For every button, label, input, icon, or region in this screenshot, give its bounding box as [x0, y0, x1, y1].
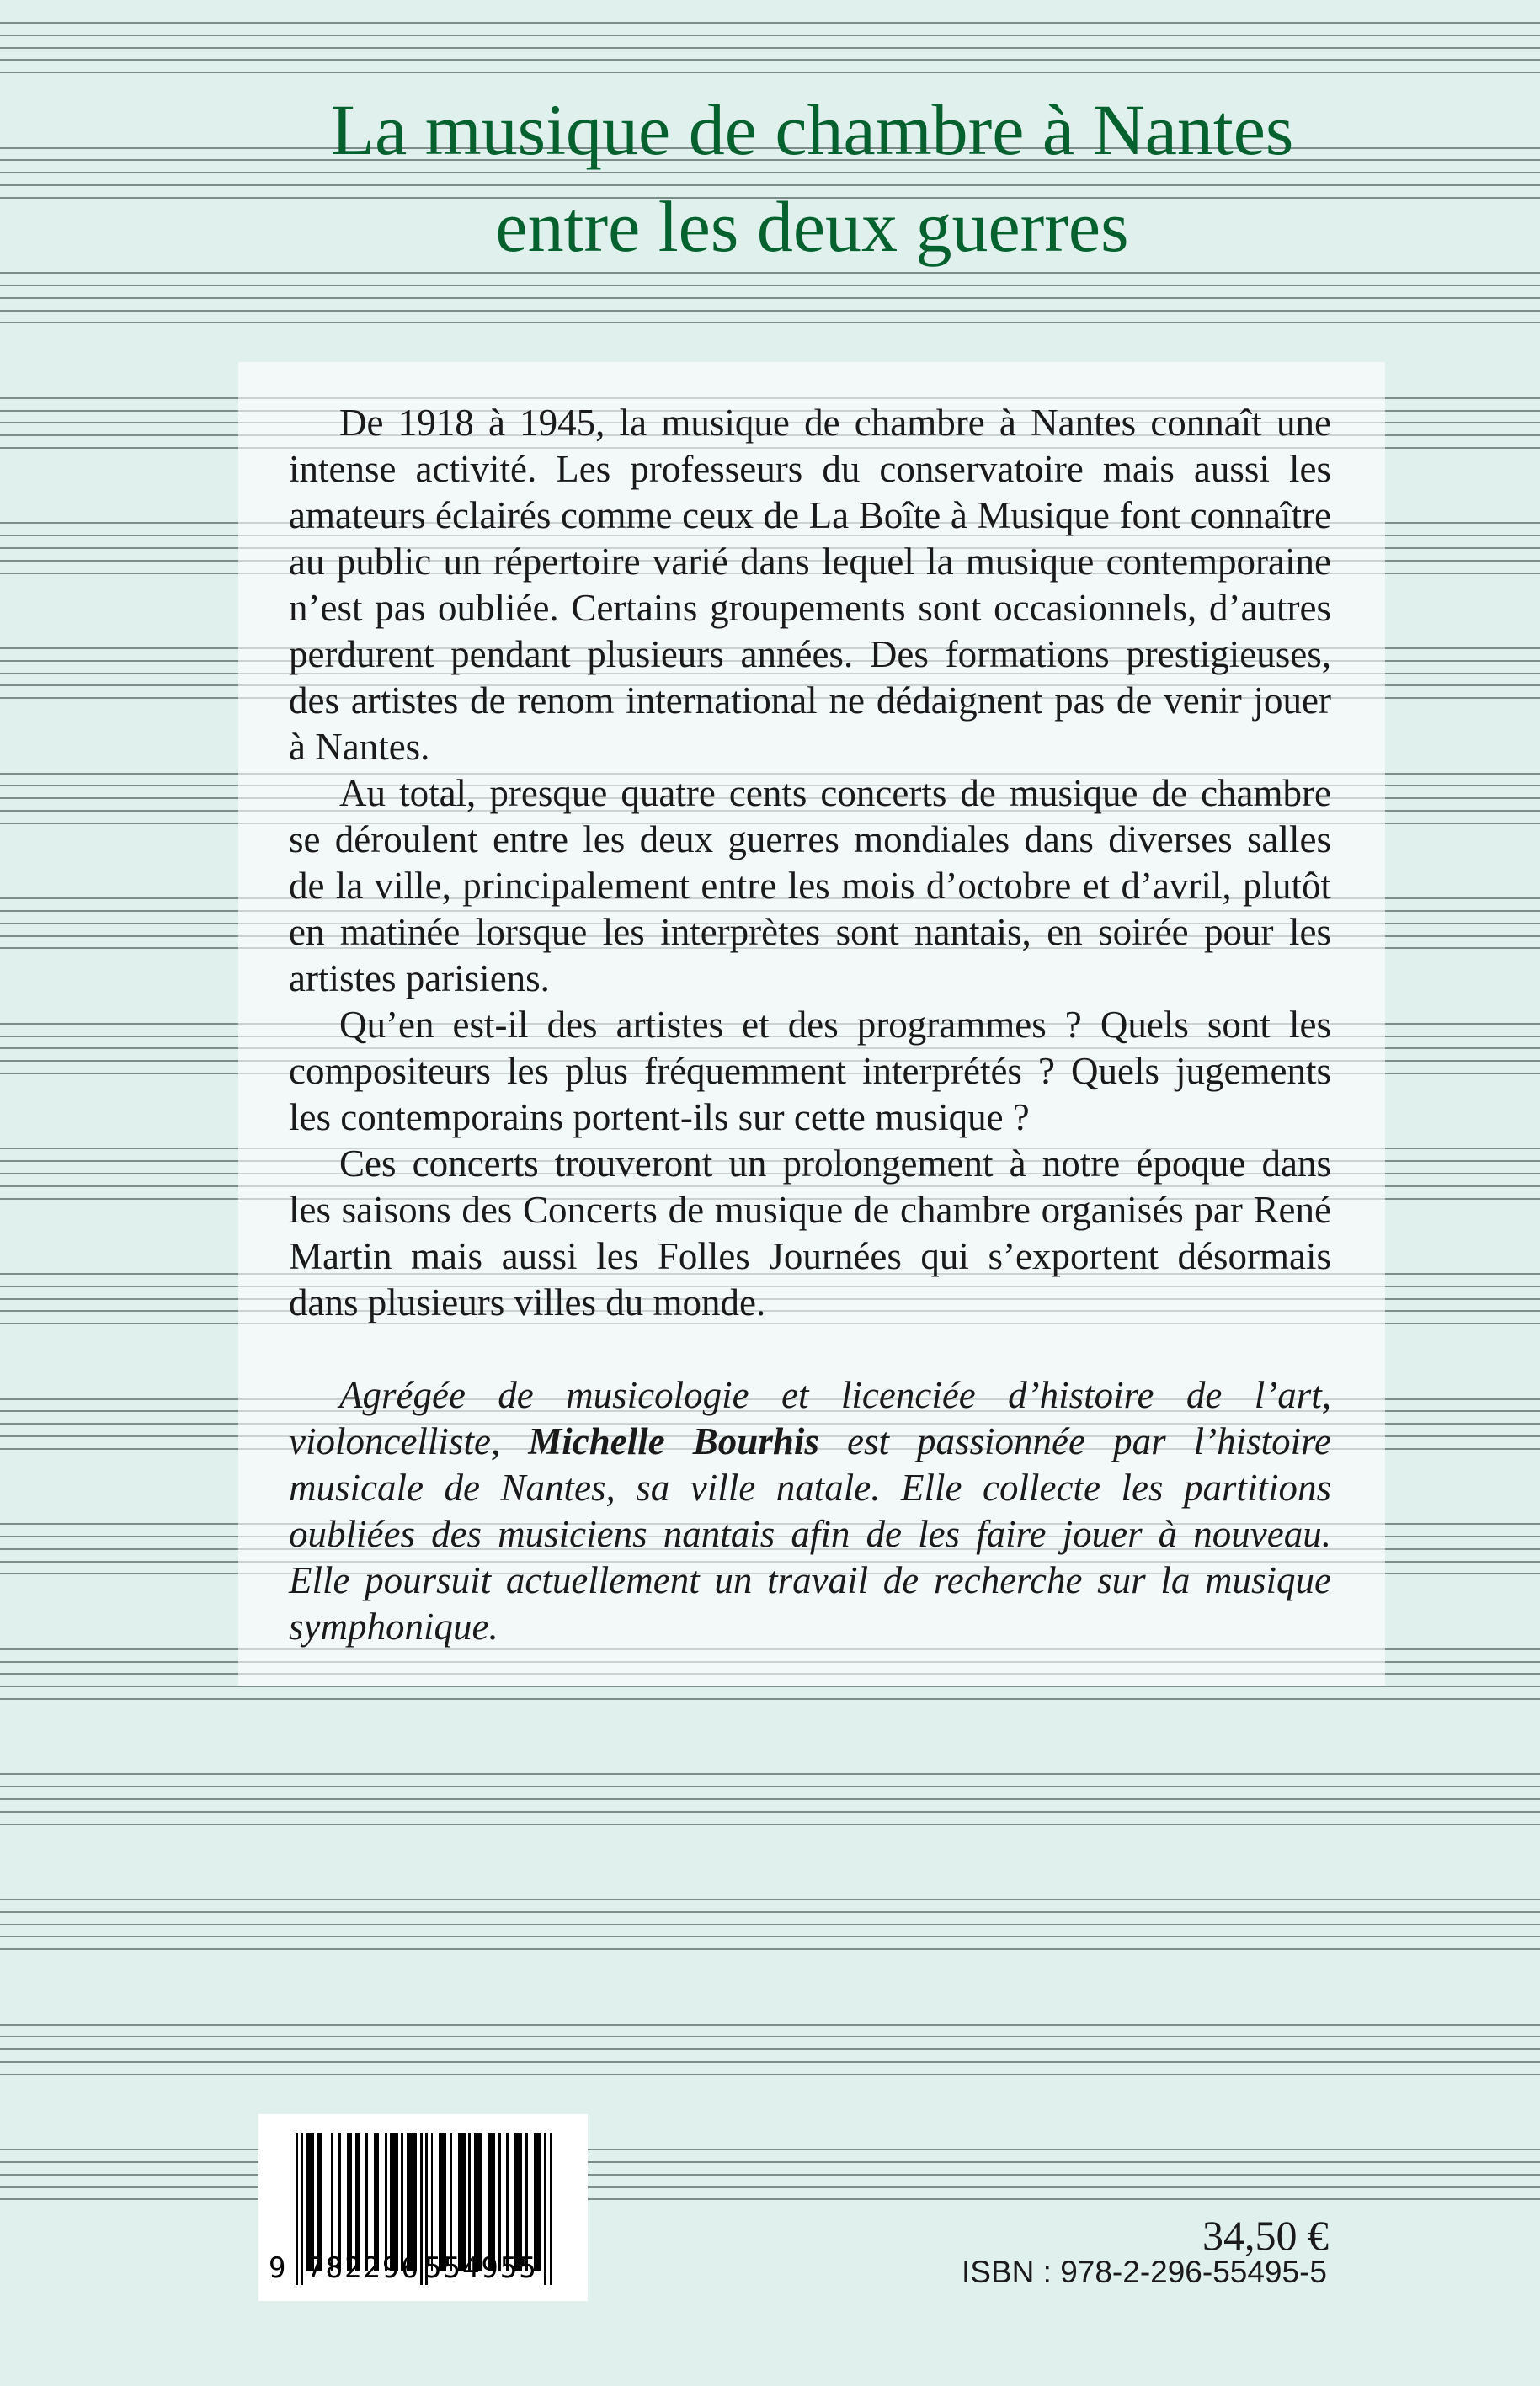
- barcode-lead-digit: 9: [269, 2251, 288, 2285]
- paragraph-line: artistes parisiens.: [289, 957, 550, 999]
- bio-line: [289, 1419, 1331, 1465]
- staff-line: [0, 1911, 1540, 1913]
- bio-line: Agrégée de musicologie et licenciée d’histoire de l’art,: [339, 1374, 1331, 1416]
- staff-line: [0, 2198, 1540, 2200]
- title-line-1: La musique de chambre à Nantes: [330, 89, 1294, 170]
- barcode-right-digits: 554955: [424, 2251, 538, 2285]
- paragraph-line: n’est pas oubliée. Certains groupements sont occasionnels, d’autres: [289, 587, 1331, 629]
- paragraph-line: les contemporains portent-ils sur cette musique ?: [289, 1096, 1030, 1138]
- staff-line: [0, 1924, 1540, 1925]
- bio-line: symphonique.: [289, 1606, 498, 1648]
- staff-line: [0, 2161, 1540, 2163]
- staff-line: [0, 310, 1540, 312]
- staff-line: [0, 2174, 1540, 2176]
- staff-line: [0, 2149, 1540, 2150]
- staff-line: [0, 2186, 1540, 2188]
- author-name: Michelle Bourhis: [528, 1420, 819, 1462]
- staff-line: [0, 22, 1540, 24]
- summary-text: [289, 400, 1331, 1650]
- paragraph-line: à Nantes.: [289, 726, 430, 768]
- summary-paragraphs: [289, 400, 1331, 1326]
- staff-line: [0, 1773, 1540, 1775]
- paragraph-line: Martin mais aussi les Folles Journées qui s’exportent désormais: [289, 1235, 1331, 1277]
- paragraph-line: au public un répertoire varié dans lequel la musique contemporaine: [289, 541, 1331, 583]
- paragraph-line: se déroulent entre les deux guerres mondiales dans diverses salles: [289, 818, 1331, 860]
- staff-line: [0, 1798, 1540, 1800]
- staff-line: [0, 2024, 1540, 2026]
- staff-line: [0, 1899, 1540, 1900]
- staff-line: [0, 1936, 1540, 1937]
- staff-line: [0, 1686, 1540, 1687]
- title-line-2: entre les deux guerres: [495, 186, 1129, 267]
- paragraph-line: les saisons des Concerts de musique de chambre organisés par René: [289, 1189, 1331, 1231]
- paragraph-line: de la ville, principalement entre les mois d’octobre et d’avril, plutôt: [289, 865, 1331, 907]
- bio-line: oubliées des musiciens nantais afin de les faire jouer à nouveau.: [289, 1513, 1331, 1555]
- paragraph-line: compositeurs les plus fréquemment interprétés ? Quels jugements: [289, 1050, 1331, 1092]
- barcode-bar: [544, 2133, 546, 2285]
- bio-text: est passionnée par l’histoire: [846, 1420, 1331, 1462]
- summary-paragraph: [289, 770, 1331, 1002]
- barcode-bar: [301, 2133, 303, 2285]
- barcode-bar: [550, 2133, 552, 2285]
- paragraph-line: en matinée lorsque les interprètes sont nantais, en soirée pour les: [289, 911, 1331, 953]
- isbn: ISBN : 978-2-296-55495-5: [962, 2255, 1327, 2289]
- staff-line: [0, 72, 1540, 73]
- paragraph-line: amateurs éclairés comme ceux de La Boîte à Musique font connaître: [289, 494, 1331, 536]
- paragraph-line: perdurent pendant plusieurs années. Des formations prestigieuses,: [289, 633, 1331, 675]
- summary-paragraph: [289, 1002, 1331, 1141]
- bio-text: violoncelliste,: [289, 1420, 501, 1462]
- staff-line: [0, 1811, 1540, 1813]
- barcode-left-digits: 782296: [306, 2251, 420, 2285]
- staff-line: [0, 35, 1540, 36]
- paragraph-line: Qu’en est-il des artistes et des programmes ? Quels sont les: [339, 1004, 1331, 1046]
- staff-line: [0, 285, 1540, 286]
- summary-paragraph: [289, 400, 1331, 770]
- staff-line: [0, 2061, 1540, 2063]
- paragraph-line: De 1918 à 1945, la musique de chambre à Nantes connaît une: [339, 402, 1331, 444]
- bio-line: musicale de Nantes, sa ville natale. Elle collecte les partitions: [289, 1467, 1331, 1509]
- staff-line: [0, 1948, 1540, 1950]
- isbn-barcode: [258, 2114, 588, 2301]
- staff-line: [0, 2074, 1540, 2075]
- summary-paragraph: [289, 1141, 1331, 1326]
- staff-line: [0, 2036, 1540, 2037]
- back-cover-text-panel: [238, 362, 1385, 1686]
- staff-line: [0, 47, 1540, 49]
- paragraph-line: dans plusieurs villes du monde.: [289, 1281, 766, 1323]
- staff-line: [0, 1698, 1540, 1700]
- paragraph-line: Ces concerts trouveront un prolongement à notre époque dans: [339, 1142, 1331, 1185]
- paragraph-line: Au total, presque quatre cents concerts de musique de chambre: [339, 772, 1331, 814]
- paragraph-line: des artistes de renom international ne dédaignent pas de venir jouer: [289, 679, 1331, 722]
- price: 34,50 €: [1202, 2212, 1329, 2259]
- barcode-bar: [420, 2133, 423, 2285]
- paragraph-line: intense activité. Les professeurs du conservatoire mais aussi les: [289, 448, 1331, 490]
- bio-line: Elle poursuit actuellement un travail de recherche sur la musique: [289, 1559, 1331, 1601]
- staff-line: [0, 1824, 1540, 1825]
- staff-line: [0, 2048, 1540, 2050]
- staff-line: [0, 59, 1540, 61]
- barcode-bar: [296, 2133, 298, 2285]
- author-bio: [289, 1372, 1331, 1650]
- staff-line: [0, 322, 1540, 323]
- staff-line: [0, 297, 1540, 299]
- staff-line: [0, 1786, 1540, 1787]
- book-title: [0, 82, 1540, 275]
